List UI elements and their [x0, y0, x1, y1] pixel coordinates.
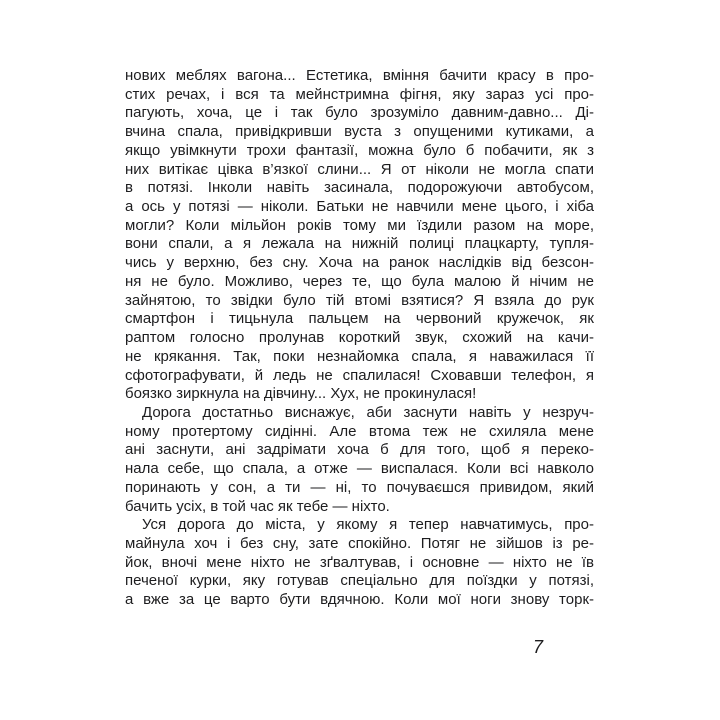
text-line: а вже за це варто бути вдячною. Коли мої ноги знову торк-: [125, 591, 594, 609]
text-line: бачить усіх, в той час як тебе — ніхто.: [125, 497, 390, 515]
text-line: вони спали, а я лежала на нижній полиці плацкарту, тупля-: [125, 235, 594, 253]
text-line: йок, вночі мене ніхто не зґвалтував, і основне — ніхто не їв: [125, 553, 594, 571]
text-line: могли? Коли мільйон років тому ми їздили разом на море,: [125, 216, 594, 234]
text-line: сфотографувати, й ледь не спалилася! Сховавши телефон, я: [125, 366, 594, 384]
text-line: печеної курки, яку готував спеціально для поїздки у потязі,: [125, 572, 594, 590]
text-line: а ось у потязі — ніколи. Батьки не навчили мене цього, і хіба: [125, 198, 594, 216]
text-line: зайнятою, то звідки було тій втомі взятися? Я взяла до рук: [125, 291, 594, 309]
text-line: вчина спала, привідкривши вуста з опущеними кутиками, а: [125, 123, 594, 141]
text-line: нала себе, що спала, а отже — виспалася. Коли всі навколо: [125, 460, 594, 478]
text-line: не крякання. Так, поки незнайомка спала, я наважилася її: [125, 347, 594, 365]
text-line: стих речах, і вся та мейнстримна фігня, яку зараз усі про-: [125, 85, 594, 103]
text-line: пагують, хоча, це і так було зрозуміло давним-давно... Ді-: [125, 104, 594, 122]
text-line: в потязі. Інколи навіть засинала, подорожуючи автобусом,: [125, 179, 594, 197]
text-line: чись у верхню, без сну. Хоча на ранок наслідків від безсон-: [125, 254, 594, 272]
page-number: 7: [532, 637, 543, 657]
text-line: Дорога достатньо виснажує, аби заснути навіть у незруч-: [142, 403, 594, 421]
text-line: ня не було. Можливо, через те, що була малою й нічим не: [125, 272, 594, 290]
text-line: них витікає цівка в’язкої слини... Я от ніколи не могла спати: [125, 160, 594, 178]
text-line: раптом голосно пролунав короткий звук, схожий на качи-: [125, 329, 594, 347]
text-line: боязко зиркнула на дівчину... Хух, не прокинулася!: [125, 385, 477, 403]
text-line: смартфон і тицьнула пальцем на червоний кружечок, як: [125, 310, 594, 328]
text-line: ному протертому сидінні. Але втома теж не схиляла мене: [125, 422, 594, 440]
text-line: якщо увімкнути трохи фантазії, можна було б побачити, як з: [125, 141, 594, 159]
text-line: нових меблях вагона... Естетика, вміння бачити красу в про-: [125, 67, 594, 84]
text-block: [125, 67, 594, 610]
text-line: Уся дорога до міста, у якому я тепер навчатимусь, про-: [142, 516, 594, 534]
text-line: майнула хоч і без сну, зате спокійно. Потяг не зійшов із ре-: [125, 534, 594, 552]
text-line: ані заснути, ані задрімати хоча б для того, щоб я переко-: [125, 441, 594, 459]
text-line: поринають у сон, а ти — ні, то почуваєшся привидом, який: [125, 478, 594, 496]
